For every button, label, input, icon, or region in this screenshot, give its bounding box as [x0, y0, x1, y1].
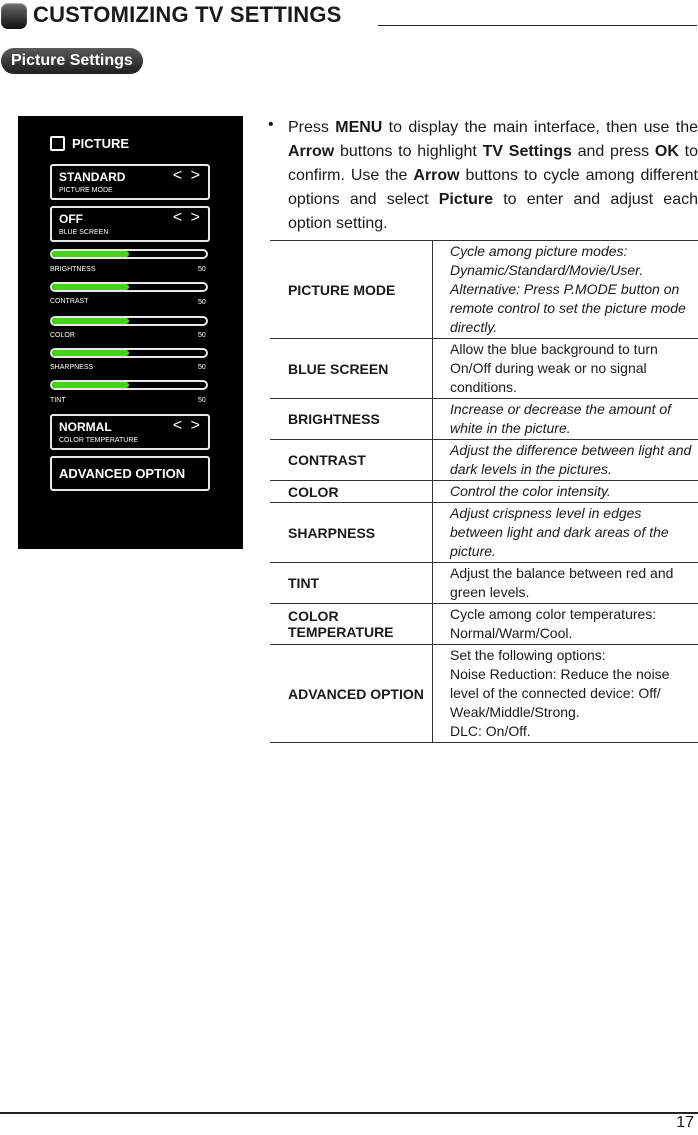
osd-contrast-slider: [50, 282, 208, 292]
left-right-arrows-icon: < >: [172, 209, 202, 226]
osd-color-value: 50: [198, 332, 206, 339]
table-desc-line: Set the following options:: [450, 647, 606, 663]
osd-color-temperature: [50, 414, 210, 450]
osd-color-temperature-value: NORMAL: [59, 420, 112, 434]
footer-rule: [0, 1112, 698, 1114]
table-key: BRIGHTNESS: [288, 411, 380, 427]
osd-tint-slider: [50, 380, 208, 390]
header-rule: [378, 25, 697, 26]
table-desc: Cycle among picture modes: Dynamic/Standard/Movie/User. Alternative: Press P.MODE button on remote control to set the picture mode directly.: [433, 241, 698, 339]
osd-picture-mode: [50, 164, 210, 200]
slider-fill: [52, 382, 129, 388]
osd-title: PICTURE: [72, 136, 130, 151]
table-desc: Allow the blue background to turn On/Off during weak or no signal conditions.: [433, 339, 698, 399]
table-key: SHARPNESS: [288, 524, 376, 541]
osd-sharpness-slider: [50, 348, 208, 358]
table-desc: [433, 645, 698, 743]
table-key: ADVANCED OPTION: [288, 685, 424, 702]
osd-blue-screen-label: BLUE SCREEN: [59, 229, 109, 236]
table-key: CONTRAST: [288, 452, 366, 468]
slider-fill: [52, 251, 129, 257]
table-row: [270, 399, 698, 440]
table-key: BLUE SCREEN: [288, 360, 389, 377]
osd-header: [50, 136, 129, 151]
table-key: COLOR TEMPERATURE: [288, 608, 394, 640]
table-row: [270, 440, 698, 481]
osd-blue-screen: [50, 206, 210, 242]
osd-brightness-label: BRIGHTNESS: [50, 266, 96, 273]
table-row: [270, 645, 698, 743]
table-row: [270, 503, 698, 563]
osd-picture-mode-label: PICTURE MODE: [59, 187, 113, 194]
osd-brightness-value: 50: [198, 266, 206, 273]
page-title: CUSTOMIZING TV SETTINGS: [33, 2, 342, 27]
osd-sharpness-label: SHARPNESS: [50, 364, 94, 371]
osd-sharpness-value: 50: [198, 364, 206, 371]
intro-paragraph: Press MENU to display the main interface, then use the Arrow buttons to highlight TV Settings and press OK to confirm. Use the Arrow buttons to cycle among different options and select Picture to enter and adjust each option setting.: [288, 119, 698, 232]
osd-contrast-label: CONTRAST: [50, 298, 89, 305]
osd-brightness-slider: [50, 249, 208, 259]
left-right-arrows-icon: < >: [172, 417, 202, 434]
table-desc: Cycle among color temperatures: Normal/Warm/Cool.: [433, 604, 698, 645]
osd-color-slider: [50, 316, 208, 326]
table-row: [270, 241, 698, 339]
table-desc: Control the color intensity.: [433, 481, 698, 503]
table-desc: Adjust the balance between red and green levels.: [433, 563, 698, 604]
left-right-arrows-icon: < >: [172, 167, 202, 184]
table-key: COLOR: [288, 483, 339, 500]
osd-contrast-value: 50: [198, 299, 206, 306]
settings-table: [270, 240, 698, 743]
table-key: TINT: [288, 575, 320, 591]
osd-color-temperature-label: COLOR TEMPERATURE: [59, 437, 139, 444]
tv-picture-menu: [18, 116, 243, 549]
bullet-icon: •: [268, 116, 274, 133]
osd-tint-label: TINT: [50, 397, 66, 404]
osd-tint-value: 50: [198, 397, 206, 404]
table-row: [270, 563, 698, 604]
osd-picture-mode-value: STANDARD: [59, 170, 126, 184]
table-row: [270, 481, 698, 503]
header-badge-icon: [1, 3, 27, 29]
table-desc-line: Noise Reduction: Reduce the noise level of the connected device: Off/ Weak/Middle/Strong.: [450, 666, 670, 720]
table-desc: Adjust crispness level in edges between light and dark areas of the picture.: [433, 503, 698, 563]
page-number: 17: [676, 1114, 694, 1131]
slider-fill: [52, 318, 129, 324]
table-desc-line: DLC: On/Off.: [450, 723, 531, 739]
osd-advanced-option: ADVANCED OPTION: [50, 456, 210, 491]
table-desc: Increase or decrease the amount of white in the picture.: [433, 399, 698, 440]
table-desc: Adjust the difference between light and dark levels in the pictures.: [433, 440, 698, 481]
osd-blue-screen-value: OFF: [59, 212, 83, 226]
section-label: Picture Settings: [1, 48, 143, 74]
slider-fill: [52, 350, 129, 356]
osd-color-label: COLOR: [50, 332, 75, 339]
table-key: PICTURE MODE: [288, 281, 396, 298]
table-row: [270, 604, 698, 645]
slider-fill: [52, 284, 129, 290]
table-row: [270, 339, 698, 399]
checkbox-icon: [50, 136, 65, 151]
